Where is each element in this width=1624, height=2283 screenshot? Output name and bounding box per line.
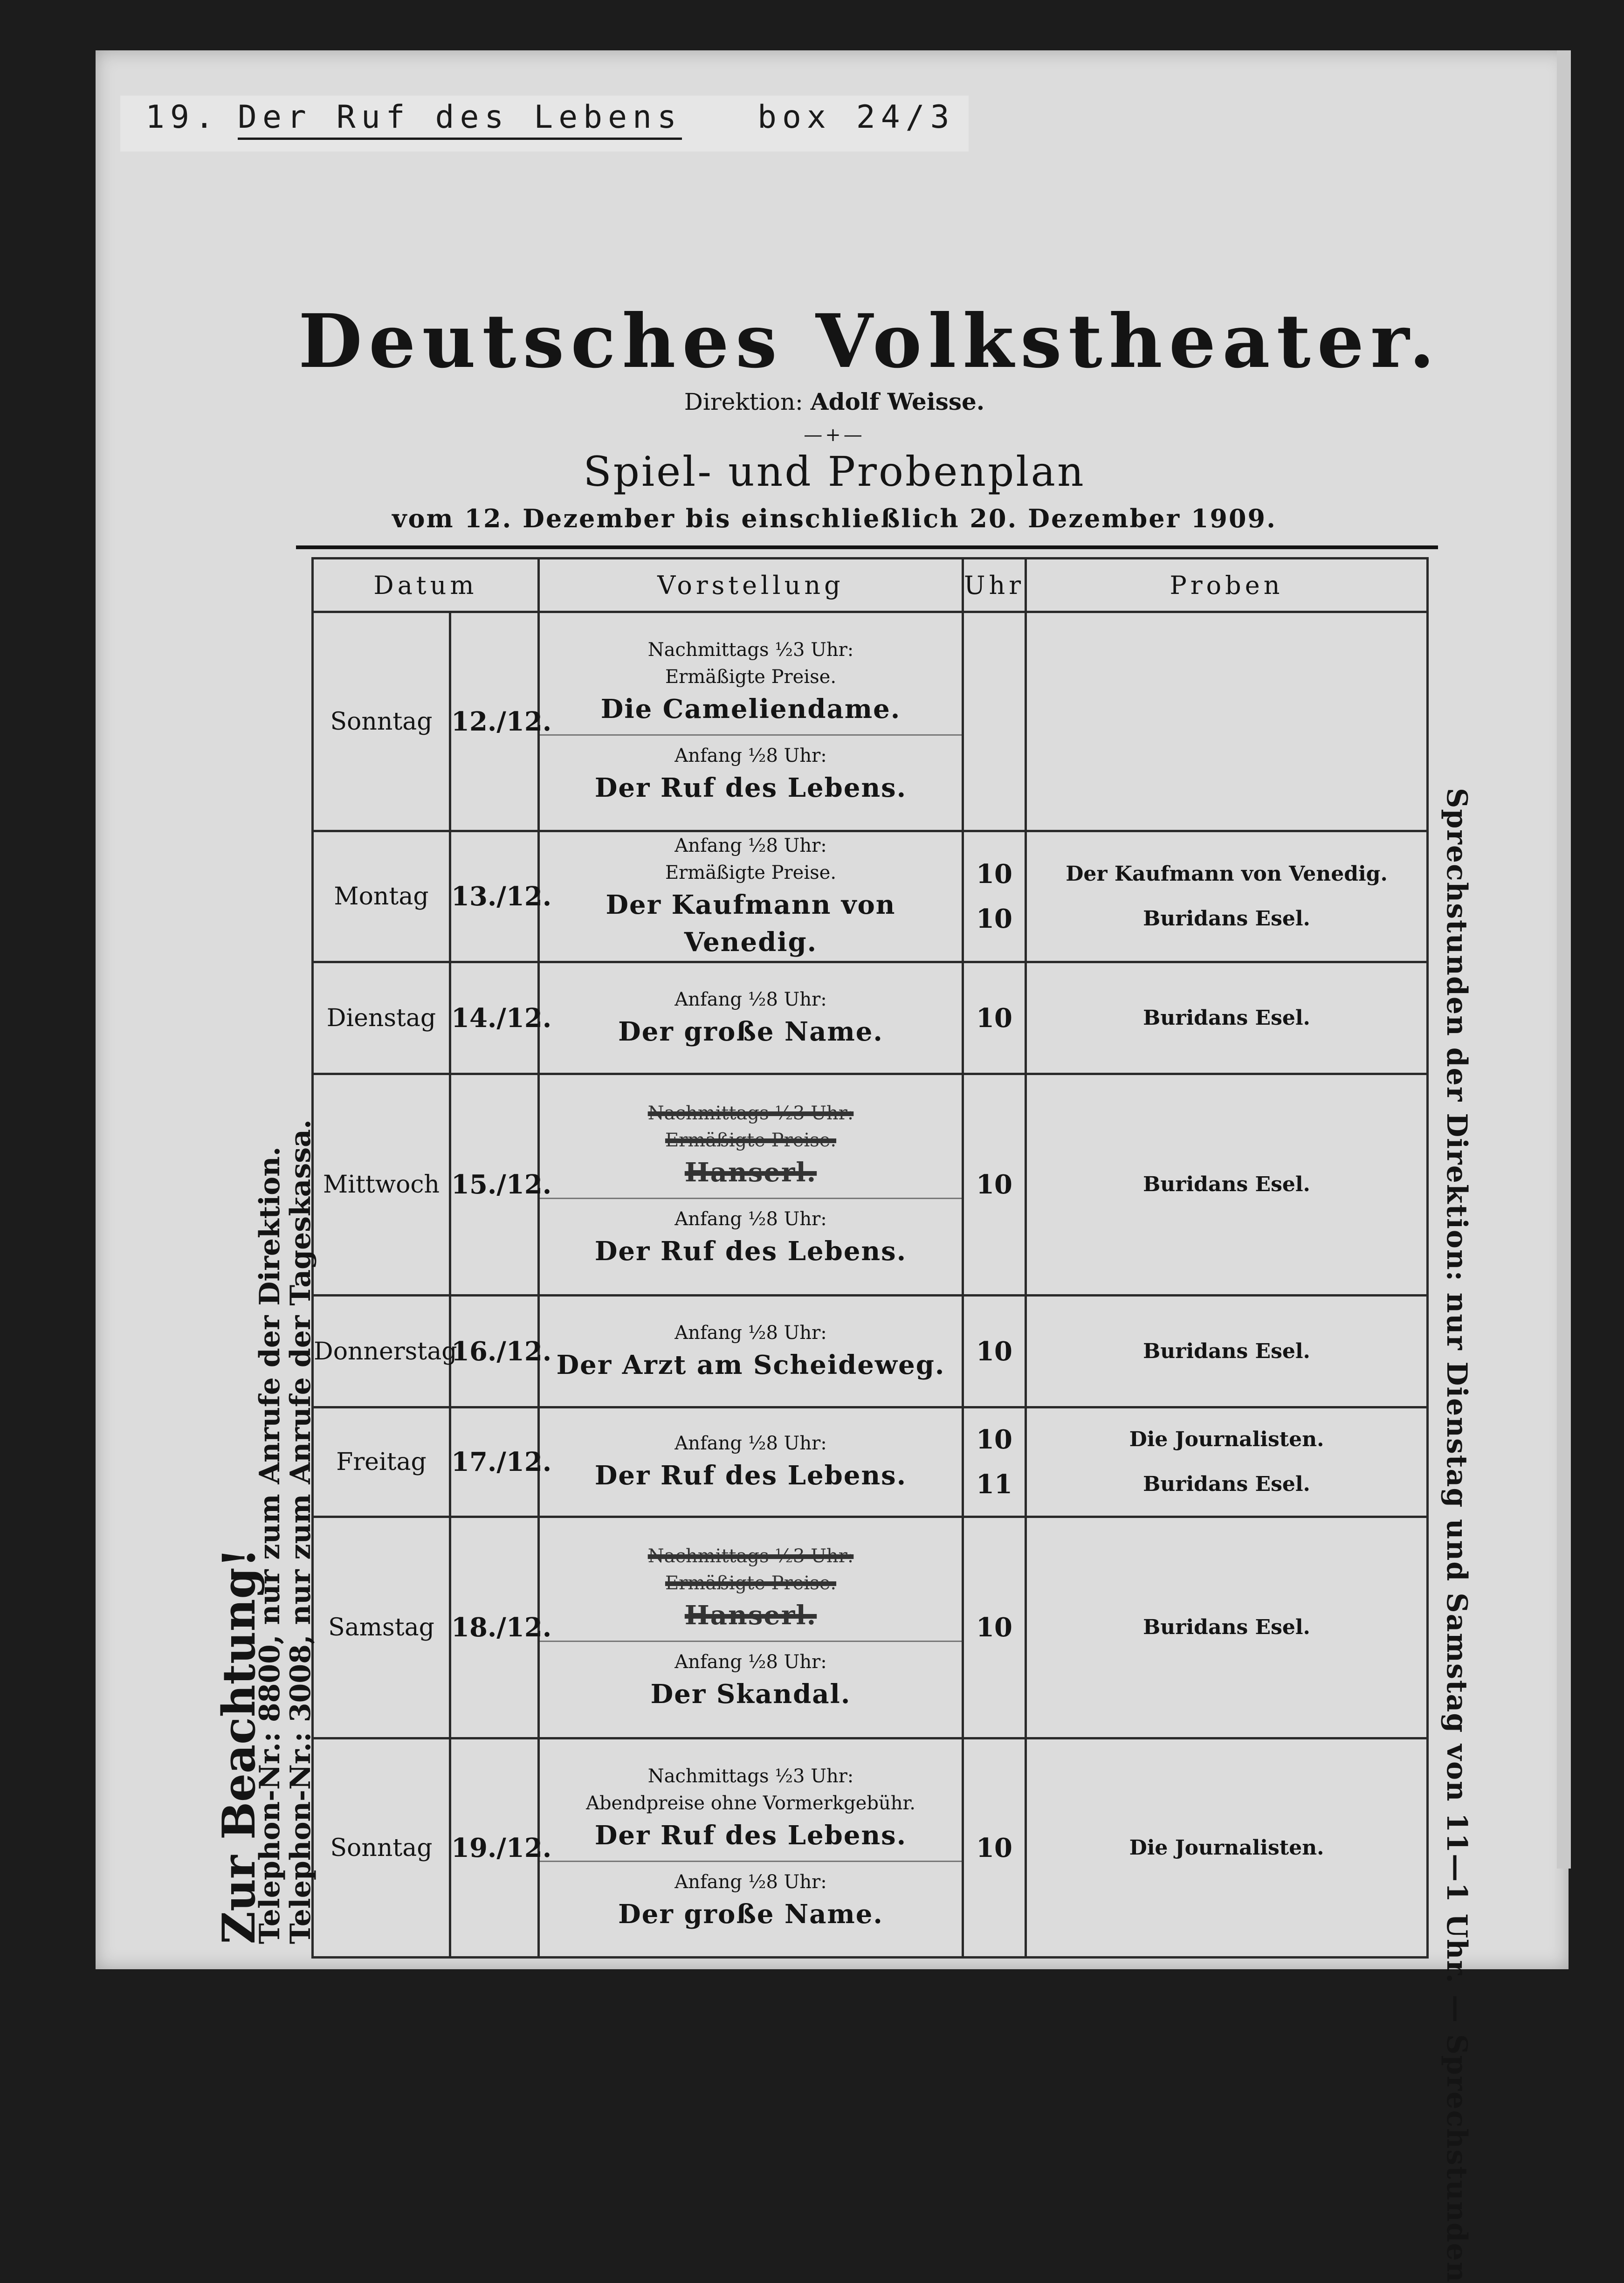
sheet-edge <box>1557 50 1571 1869</box>
left-margin-notice <box>213 1119 317 1944</box>
table-row <box>313 1517 1428 1738</box>
performance-note: Ermäßigte Preise. <box>665 862 837 883</box>
label-box: box 24/3 <box>757 99 955 136</box>
label-title: Der Ruf des Lebens <box>238 99 682 140</box>
performance-time: Anfang ½8 Uhr: <box>674 1871 827 1893</box>
table-row <box>313 831 1428 962</box>
performance-afternoon-cancelled <box>540 1536 962 1642</box>
play-title: Der Arzt am Scheideweg. <box>556 1349 945 1380</box>
play-title: Der große Name. <box>618 1016 883 1047</box>
day-cell: Samstag <box>313 1517 450 1738</box>
day-cell: Dienstag <box>313 962 450 1074</box>
day-cell: Freitag <box>313 1407 450 1517</box>
play-title: Der Kaufmann von Venedig. <box>606 890 896 958</box>
date-cell: 16./12. <box>450 1296 539 1407</box>
performance-evening <box>540 1862 962 1939</box>
proben-cell: Buridans Esel. <box>1026 1517 1428 1738</box>
performance-afternoon <box>540 1756 962 1862</box>
uhr-value: 11 <box>976 1469 1012 1500</box>
rehearsal: Der Kaufmann von Venedig. <box>1066 862 1388 886</box>
performance-afternoon-cancelled <box>540 1093 962 1199</box>
label-number: 19. <box>145 99 220 136</box>
performance-cell <box>539 831 963 962</box>
uhr-cell: 10 <box>963 1517 1026 1738</box>
performance-evening <box>540 736 962 813</box>
day-cell: Donnerstag <box>313 1296 450 1407</box>
ornament: —+— <box>804 424 865 446</box>
proben-cell: Die Journalisten. <box>1026 1738 1428 1958</box>
rehearsal: Buridans Esel. <box>1143 907 1310 931</box>
play-title: Der Ruf des Lebens. <box>594 1235 907 1267</box>
performance-time: Anfang ½8 Uhr: <box>674 1322 827 1344</box>
performance-note: Ermäßigte Preise. <box>665 1129 837 1151</box>
date-cell: 18./12. <box>450 1517 539 1738</box>
performance-cell <box>539 962 963 1074</box>
date-cell: 14./12. <box>450 962 539 1074</box>
day-cell: Sonntag <box>313 612 450 831</box>
table-row <box>313 962 1428 1074</box>
play-title: Der Ruf des Lebens. <box>594 1820 907 1851</box>
uhr-cell <box>963 612 1026 831</box>
notice-heading: Zur Beachtung! <box>213 1548 265 1944</box>
performance-evening <box>540 1199 962 1276</box>
schedule-table <box>311 557 1429 1959</box>
play-title: Der große Name. <box>618 1899 883 1930</box>
performance-note: Abendpreise ohne Vormerkgebühr. <box>586 1793 915 1814</box>
performance-cell <box>539 612 963 831</box>
rehearsal: Buridans Esel. <box>1143 1472 1310 1496</box>
day-cell: Mittwoch <box>313 1074 450 1296</box>
uhr-cell: 10 <box>963 1074 1026 1296</box>
uhr-cell <box>963 831 1026 962</box>
date-range: vom 12. Dezember bis einschließlich 20. Dezember 1909. <box>392 504 1277 533</box>
performance-time: Nachmittags ½3 Uhr: <box>647 1545 854 1567</box>
table-top-rule <box>296 545 1438 549</box>
rehearsal: Die Journalisten. <box>1129 1428 1324 1451</box>
play-title: Hanserl. <box>684 1157 817 1188</box>
table-row <box>313 1407 1428 1517</box>
performance-cell <box>539 1296 963 1407</box>
uhr-cell: 10 <box>963 962 1026 1074</box>
header-vorstellung: Vorstellung <box>539 559 963 612</box>
header-proben: Proben <box>1026 559 1428 612</box>
performance-evening <box>540 1642 962 1719</box>
proben-cell: Buridans Esel. <box>1026 1074 1428 1296</box>
uhr-cell: 10 <box>963 1296 1026 1407</box>
uhr-cell: 10 <box>963 1738 1026 1958</box>
table-row <box>313 1296 1428 1407</box>
date-cell: 15./12. <box>450 1074 539 1296</box>
proben-cell: Buridans Esel. <box>1026 1296 1428 1407</box>
notice-line-box-office: Telephon-Nr.: 3008, nur zum Anrufe der Tageskassa. <box>284 1119 317 1944</box>
table-row <box>313 1738 1428 1958</box>
day-cell: Montag <box>313 831 450 962</box>
performance-cell <box>539 1738 963 1958</box>
performance-time: Anfang ½8 Uhr: <box>674 745 827 766</box>
uhr-cell <box>963 1407 1026 1517</box>
performance-note: Ermäßigte Preise. <box>665 666 837 688</box>
performance-time: Anfang ½8 Uhr: <box>674 835 827 856</box>
header-datum: Datum <box>313 559 539 612</box>
performance-cell <box>539 1517 963 1738</box>
performance-time: Anfang ½8 Uhr: <box>674 1651 827 1673</box>
uhr-value: 10 <box>976 1424 1012 1455</box>
table-header-row <box>313 559 1428 612</box>
table-row <box>313 612 1428 831</box>
date-cell: 19./12. <box>450 1738 539 1958</box>
right-margin-notice: Sprechstunden der Direktion: nur Dienstag und Samstag von 11—1 Uhr. — Sprechstunden <box>1440 788 1473 2283</box>
play-title: Die Cameliendame. <box>600 694 901 724</box>
performance-time: Nachmittags ½3 Uhr: <box>647 1102 854 1124</box>
proben-cell <box>1026 831 1428 962</box>
uhr-value: 10 <box>976 859 1012 890</box>
date-cell: 13./12. <box>450 831 539 962</box>
proben-cell <box>1026 612 1428 831</box>
performance-cell <box>539 1407 963 1517</box>
performance-time: Anfang ½8 Uhr: <box>674 1208 827 1230</box>
performance-time: Anfang ½8 Uhr: <box>674 1433 827 1454</box>
performance-time: Nachmittags ½3 Uhr: <box>647 639 854 661</box>
header-uhr: Uhr <box>963 559 1026 612</box>
play-title: Der Skandal. <box>650 1678 851 1710</box>
direction-label: Direktion: <box>684 388 803 415</box>
performance-afternoon <box>540 630 962 736</box>
plan-title: Spiel- und Probenplan <box>583 448 1086 496</box>
notice-line-direction: Telephon-Nr.: 8800, nur zum Anrufe der Direktion. <box>254 1146 286 1944</box>
theater-title: Deutsches Volkstheater. <box>298 298 1441 385</box>
proben-cell: Buridans Esel. <box>1026 962 1428 1074</box>
play-title: Der Ruf des Lebens. <box>594 1460 907 1491</box>
uhr-value: 10 <box>976 904 1012 934</box>
play-title: Hanserl. <box>684 1600 817 1631</box>
performance-time: Nachmittags ½3 Uhr: <box>647 1766 854 1787</box>
director-name: Adolf Weisse. <box>810 388 985 415</box>
day-cell: Sonntag <box>313 1738 450 1958</box>
performance-note: Ermäßigte Preise. <box>665 1572 837 1594</box>
proben-cell <box>1026 1407 1428 1517</box>
date-cell: 17./12. <box>450 1407 539 1517</box>
play-title: Der Ruf des Lebens. <box>594 772 907 803</box>
table-row <box>313 1074 1428 1296</box>
date-cell: 12./12. <box>450 612 539 831</box>
performance-cell <box>539 1074 963 1296</box>
performance-time: Anfang ½8 Uhr: <box>674 988 827 1010</box>
direction-line <box>298 388 1370 415</box>
